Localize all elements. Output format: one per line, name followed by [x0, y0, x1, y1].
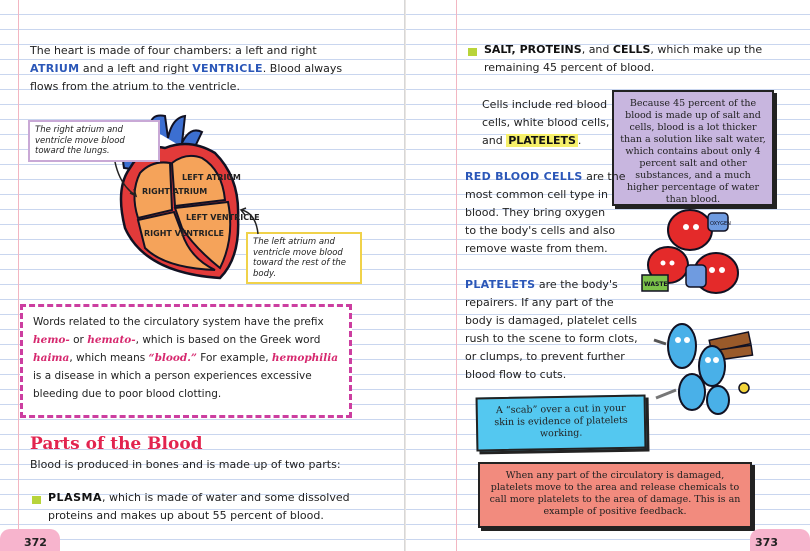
wordbox-line-5: bleeding due to poor blood clotting.: [33, 388, 222, 400]
platelets-line-5: or clumps, to prevent further: [465, 350, 625, 363]
intro-paragraph: [30, 42, 390, 96]
platelet-4: [707, 386, 729, 414]
thickness-fact-box: [612, 90, 774, 206]
rbc-line-3: blood. They bring oxygen: [465, 206, 606, 219]
term-platelets: PLATELETS: [465, 278, 536, 291]
platelets-line-2: repairers. If any part of the: [465, 296, 614, 309]
term-haima: haima: [33, 352, 70, 364]
cells-line-2: cells, white blood cells,: [482, 116, 610, 129]
callout-right-arrow: [110, 160, 140, 200]
label-left-ventricle: LEFT VENTRICLE: [186, 213, 260, 222]
rbc-line-1: are the: [582, 170, 626, 183]
red-blood-cells-illustration: [638, 205, 750, 305]
callout-left-arrow: [236, 206, 266, 236]
intro-line-2b: . Blood always: [262, 62, 343, 75]
page-number-right: 373: [755, 536, 778, 549]
plasma-line-1: , which is made of water and some dissolved: [101, 491, 350, 504]
callout-right-text: The right atrium and ventricle move blood toward the lungs.: [35, 125, 125, 156]
bullet-salt: [468, 48, 477, 56]
callout-left-side: [246, 232, 362, 284]
rbc-line-5: remove waste from them.: [465, 242, 608, 255]
rbc-line-4: to the body's cells and also: [465, 224, 616, 237]
tape-icon: [739, 383, 749, 393]
bullet-plasma: [32, 496, 41, 504]
scab-fact-text: A “scab” over a cut in your skin is evidence of platelets working.: [494, 402, 628, 440]
right-page: [406, 0, 810, 551]
section-heading: Parts of the Blood: [30, 434, 203, 454]
platelets-line-1: are the body's: [535, 278, 618, 291]
label-left-atrium: LEFT ATRIUM: [182, 173, 241, 182]
term-ventricle: VENTRICLE: [192, 62, 263, 75]
thickness-fact-text: Because 45 percent of the blood is made up of salt and cells, blood is a lot thicker than a solution like salt water, which contains about only 4 percent salt and other substances, and a much higher percentage of water than blood.: [620, 98, 766, 205]
wordbox-means: , which means: [69, 352, 149, 364]
cells-line-1: Cells include red blood: [482, 98, 608, 111]
page-number-left: 372: [24, 536, 47, 549]
plasma-line-2: proteins and makes up about 55 percent of blood.: [48, 509, 324, 522]
hammer-icon: [654, 340, 666, 344]
term-salt-proteins: SALT, PROTEINS: [484, 43, 582, 56]
wordbox-line-1: Words related to the circulatory system have the prefix: [33, 316, 324, 328]
margin-line: [456, 0, 457, 551]
plasma-paragraph: [48, 489, 388, 525]
salt-and: , and: [581, 43, 613, 56]
platelets-line-4: rush to the scene to form clots,: [465, 332, 638, 345]
word-origin-box: [20, 304, 352, 418]
saw-icon: [656, 390, 676, 398]
callout-right-side: [28, 120, 160, 162]
term-red-blood-cells: RED BLOOD CELLS: [465, 170, 583, 183]
platelet-1: [668, 324, 696, 368]
platelet-3: [679, 374, 705, 410]
parts-intro: Blood is produced in bones and is made up of two parts:: [30, 458, 341, 471]
term-atrium: ATRIUM: [30, 62, 80, 75]
callout-left-text: The left atrium and ventricle move blood toward the rest of the body.: [253, 237, 346, 279]
scab-fact-box: [476, 395, 647, 452]
cells-end: .: [577, 134, 582, 147]
salt-paragraph: [484, 41, 804, 77]
wordbox-line-4: is a disease in which a person experiences excessive: [33, 370, 312, 382]
intro-line-2: and a left and right: [82, 62, 189, 75]
term-hemophilia: hemophilia: [271, 352, 339, 364]
cells-paragraph: [482, 96, 632, 150]
waste-label: WASTE: [644, 281, 668, 288]
rbc-paragraph: [465, 168, 635, 258]
oxygen-label: OXYGEN: [710, 221, 731, 227]
salt-line-1: , which make up the: [650, 43, 763, 56]
platelets-paragraph: [465, 276, 645, 384]
platelets-line-3: body is damaged, platelet cells: [465, 314, 638, 327]
platelets-line-6: blood flow to cuts.: [465, 368, 567, 381]
term-blood: “blood.”: [148, 352, 197, 364]
platelets-illustration: [648, 318, 758, 418]
margin-line: [18, 0, 19, 551]
feedback-fact-text: When any part of the circulatory is damaged, platelets move to the area and release chemicals to call more platelets to the area of damage. This is an example of positive feedback.: [489, 470, 741, 517]
oxygen-canister-2: [686, 265, 706, 287]
rbc-line-2: most common cell type in: [465, 188, 608, 201]
wordbox-example: For example,: [196, 352, 272, 364]
label-right-atrium: RIGHT ATRIUM: [142, 187, 208, 196]
intro-line-1: The heart is made of four chambers: a left and right: [30, 44, 317, 57]
feedback-fact-box: [478, 462, 752, 528]
rbc-cell-1: [668, 210, 712, 250]
platelet-2: [699, 346, 725, 386]
intro-line-3: flows from the atrium to the ventricle.: [30, 80, 240, 93]
cells-line-3: and: [482, 134, 503, 147]
salt-line-2: remaining 45 percent of blood.: [484, 61, 655, 74]
term-cells: CELLS: [612, 43, 651, 56]
term-hemato: hemato-: [87, 334, 136, 346]
term-platelets-highlight: PLATELETS: [508, 134, 576, 147]
term-plasma: PLASMA: [48, 491, 102, 504]
wordbox-or: or: [69, 334, 88, 346]
label-right-ventricle: RIGHT VENTRICLE: [144, 229, 225, 238]
term-hemo: hemo-: [33, 334, 70, 346]
wordbox-line-2: , which is based on the Greek word: [135, 334, 321, 346]
word-origin-text: [33, 313, 339, 403]
